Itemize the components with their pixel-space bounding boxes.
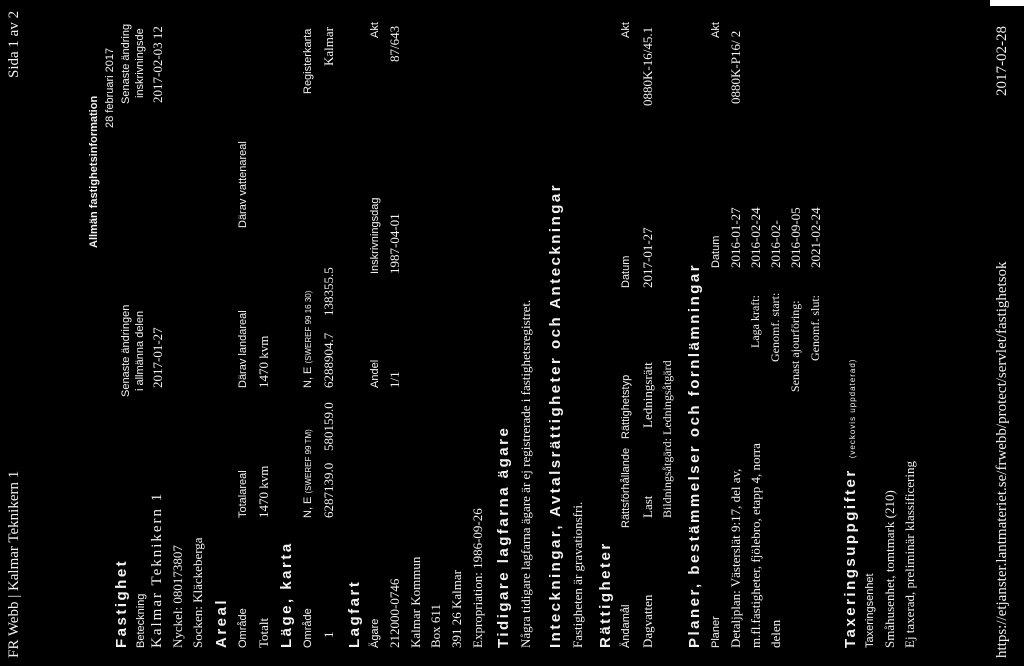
rattigheter-forhallande: Last [640,495,655,518]
rattigheter-typ: Ledningsrätt [640,362,655,428]
lage-col-ne1-label: N, E [302,496,314,518]
taxering-line2: Ej taxerad, preliminär klassificering [902,461,917,648]
lagfart-col-akt: Akt [369,22,381,38]
lage-col-ne1-system: (SWEREF 99 TM) [304,429,313,494]
tidigare-heading: Tidigare lagfarna ägare [495,425,512,648]
planer-col-akt: Akt [710,22,722,38]
lage-heading: Läge, karta [278,541,295,648]
planer-genomf-slut-label: Genomf. slut: [808,295,822,361]
lage-col-omrade: Område [302,608,314,648]
fastighet-beteckning: Kalmar Teknikern 1 [149,491,165,648]
footer-url: https://etjanster.lantmateriet.se/frwebb/protect/servlet/fastighetsok [994,261,1010,658]
fastighet-nyckel: Nyckel: 080173807 [170,545,185,648]
lage-row-n2: 6288904.7 [321,332,336,388]
rattigheter-andamal: Dagvatten [640,594,655,648]
page-number: Sida 1 av 2 [6,10,22,78]
areal-col-totalareal: Totalareal [237,470,249,518]
fastighet-socken: Socken: Kläckeberga [190,537,205,648]
senaste-inskr-date: 2017-02-03 12 [150,26,165,103]
planer-ajourforing: 2016-09-05 [788,207,803,268]
rattigheter-datum: 2017-01-27 [640,227,655,288]
label-senaste-andring-inskr: Senaste ändring [120,23,132,104]
rattigheter-col-forhallande: Rättsförhållande [620,447,632,528]
lagfart-andel: 1/1 [387,371,402,388]
planer-laga-kraft-label: Laga kraft: [748,295,762,348]
planer-genomf-start-label: Genomf. start: [768,292,782,362]
lage-row-e2: 138355.5 [321,267,336,316]
areal-col-landareal: Därav landareal [237,310,249,388]
areal-row-land: 1470 kvm [256,335,271,388]
label-allmanna-delen: i allmänna delen [134,310,146,391]
lagfart-inskr: 1987-04-01 [387,213,402,274]
planer-datum1: 2016-01-27 [728,207,743,268]
rattigheter-heading: Rättigheter [597,541,614,648]
taxering-note: (veckovis uppdaterad) [848,358,857,459]
areal-row-total: 1470 kvm [256,465,271,518]
planer-laga-kraft: 2016-02-24 [748,207,763,268]
planer-line2: m.fl.fastigheter, fjölebro, etapp 4, norra [748,443,763,648]
general-info-date: 28 februari 2017 [104,47,116,128]
planer-col-datum: Datum [710,235,722,268]
taxering-label: Taxeringsenhet [864,573,876,648]
footer-date: 2017-02-28 [994,26,1010,96]
general-info-title: Allmän fastighetsinformation [88,95,100,248]
rattigheter-bildning: Bildningsåtgärd: Ledningsåtgärd [660,360,674,518]
lagfart-col-andel: Andel [369,359,381,388]
lagfart-expropriation: Expropriation: 1986-09-26 [470,508,485,648]
lage-row-e1: 580159.0 [321,402,336,451]
lagfart-col-agare: Ägare [369,618,381,648]
taxering-heading: Taxeringsuppgifter [842,468,859,648]
planer-akt1: 0880K-P16/ 2 [728,30,743,104]
lagfart-col-inskr: Inskrivningsdag [369,197,381,274]
rattigheter-col-andamal: Ändamål [620,604,632,648]
lagfart-name: Kalmar Kommun [408,556,423,648]
lage-row-karta: Kalmar [321,27,336,66]
lage-row-omrade: 1 [321,631,336,638]
lagfart-box: Box 611 [428,604,443,648]
areal-row-omrade: Totalt [256,617,271,648]
areal-heading: Areal [213,597,230,648]
fastighet-heading: Fastighet [113,558,130,648]
taxering-heading-row [842,359,860,648]
lage-col-registerkarta: Registerkarta [302,28,314,94]
inteckningar-text: Fastigheten är gravationsfri. [570,501,585,648]
planer-heading: Planer, bestämmelser och fornlämningar [686,262,703,648]
taxering-line1: Småhusenhet, tomtmark (210) [882,490,897,648]
lagfart-heading: Lagfart [346,579,363,648]
lagfart-orgnr: 212000-0746 [387,578,402,648]
planer-col-planer: Planer [710,616,722,648]
areal-col-vattenareal: Därav vattenareal [237,141,249,228]
lage-col-ne1 [302,429,314,518]
inteckningar-heading: Inteckningar, Avtalsrättigheter och Anteckningar [547,182,564,648]
lagfart-akt: 87/643 [387,25,402,62]
lage-col-ne2 [302,291,314,388]
planer-genomf-slut: 2021-02-24 [808,207,823,268]
rattigheter-col-akt: Akt [620,22,632,38]
lage-col-ne2-system: (SWEREF 99 16 30) [304,290,313,364]
planer-ajourforing-label: Senast ajourföring: [788,300,802,392]
label-senaste-andringen: Senaste ändringen [120,304,132,397]
tidigare-text: Några tidigare lagfarna ägare är ej registrerade i fastighetsregistret. [518,299,533,648]
label-beteckning: Beteckning [135,593,147,648]
senaste-allmanna-date: 2017-01-27 [150,327,165,388]
areal-col-omrade: Område [237,608,249,648]
lagfart-postadress: 391 26 Kalmar [449,570,464,648]
lage-col-ne2-label: N, E [302,366,314,388]
planer-line1: Detaljplan: Västerslät 9:17, del av, [728,468,743,648]
rattigheter-akt: 0880K-16/45.1 [640,26,655,106]
label-inskrivningsdelen: inskrivningsde [134,28,146,98]
page-header-title: FR Webb | Kalmar Teknikern 1 [6,470,22,658]
rattigheter-col-typ: Rättighetstyp [620,374,632,439]
lage-row-n1: 6287139.0 [321,462,336,518]
page-edge-bar [990,0,1024,6]
planer-line3: delen [768,619,783,648]
rattigheter-col-datum: Datum [620,255,632,288]
planer-genomf-start: 2016-02- [768,220,783,268]
